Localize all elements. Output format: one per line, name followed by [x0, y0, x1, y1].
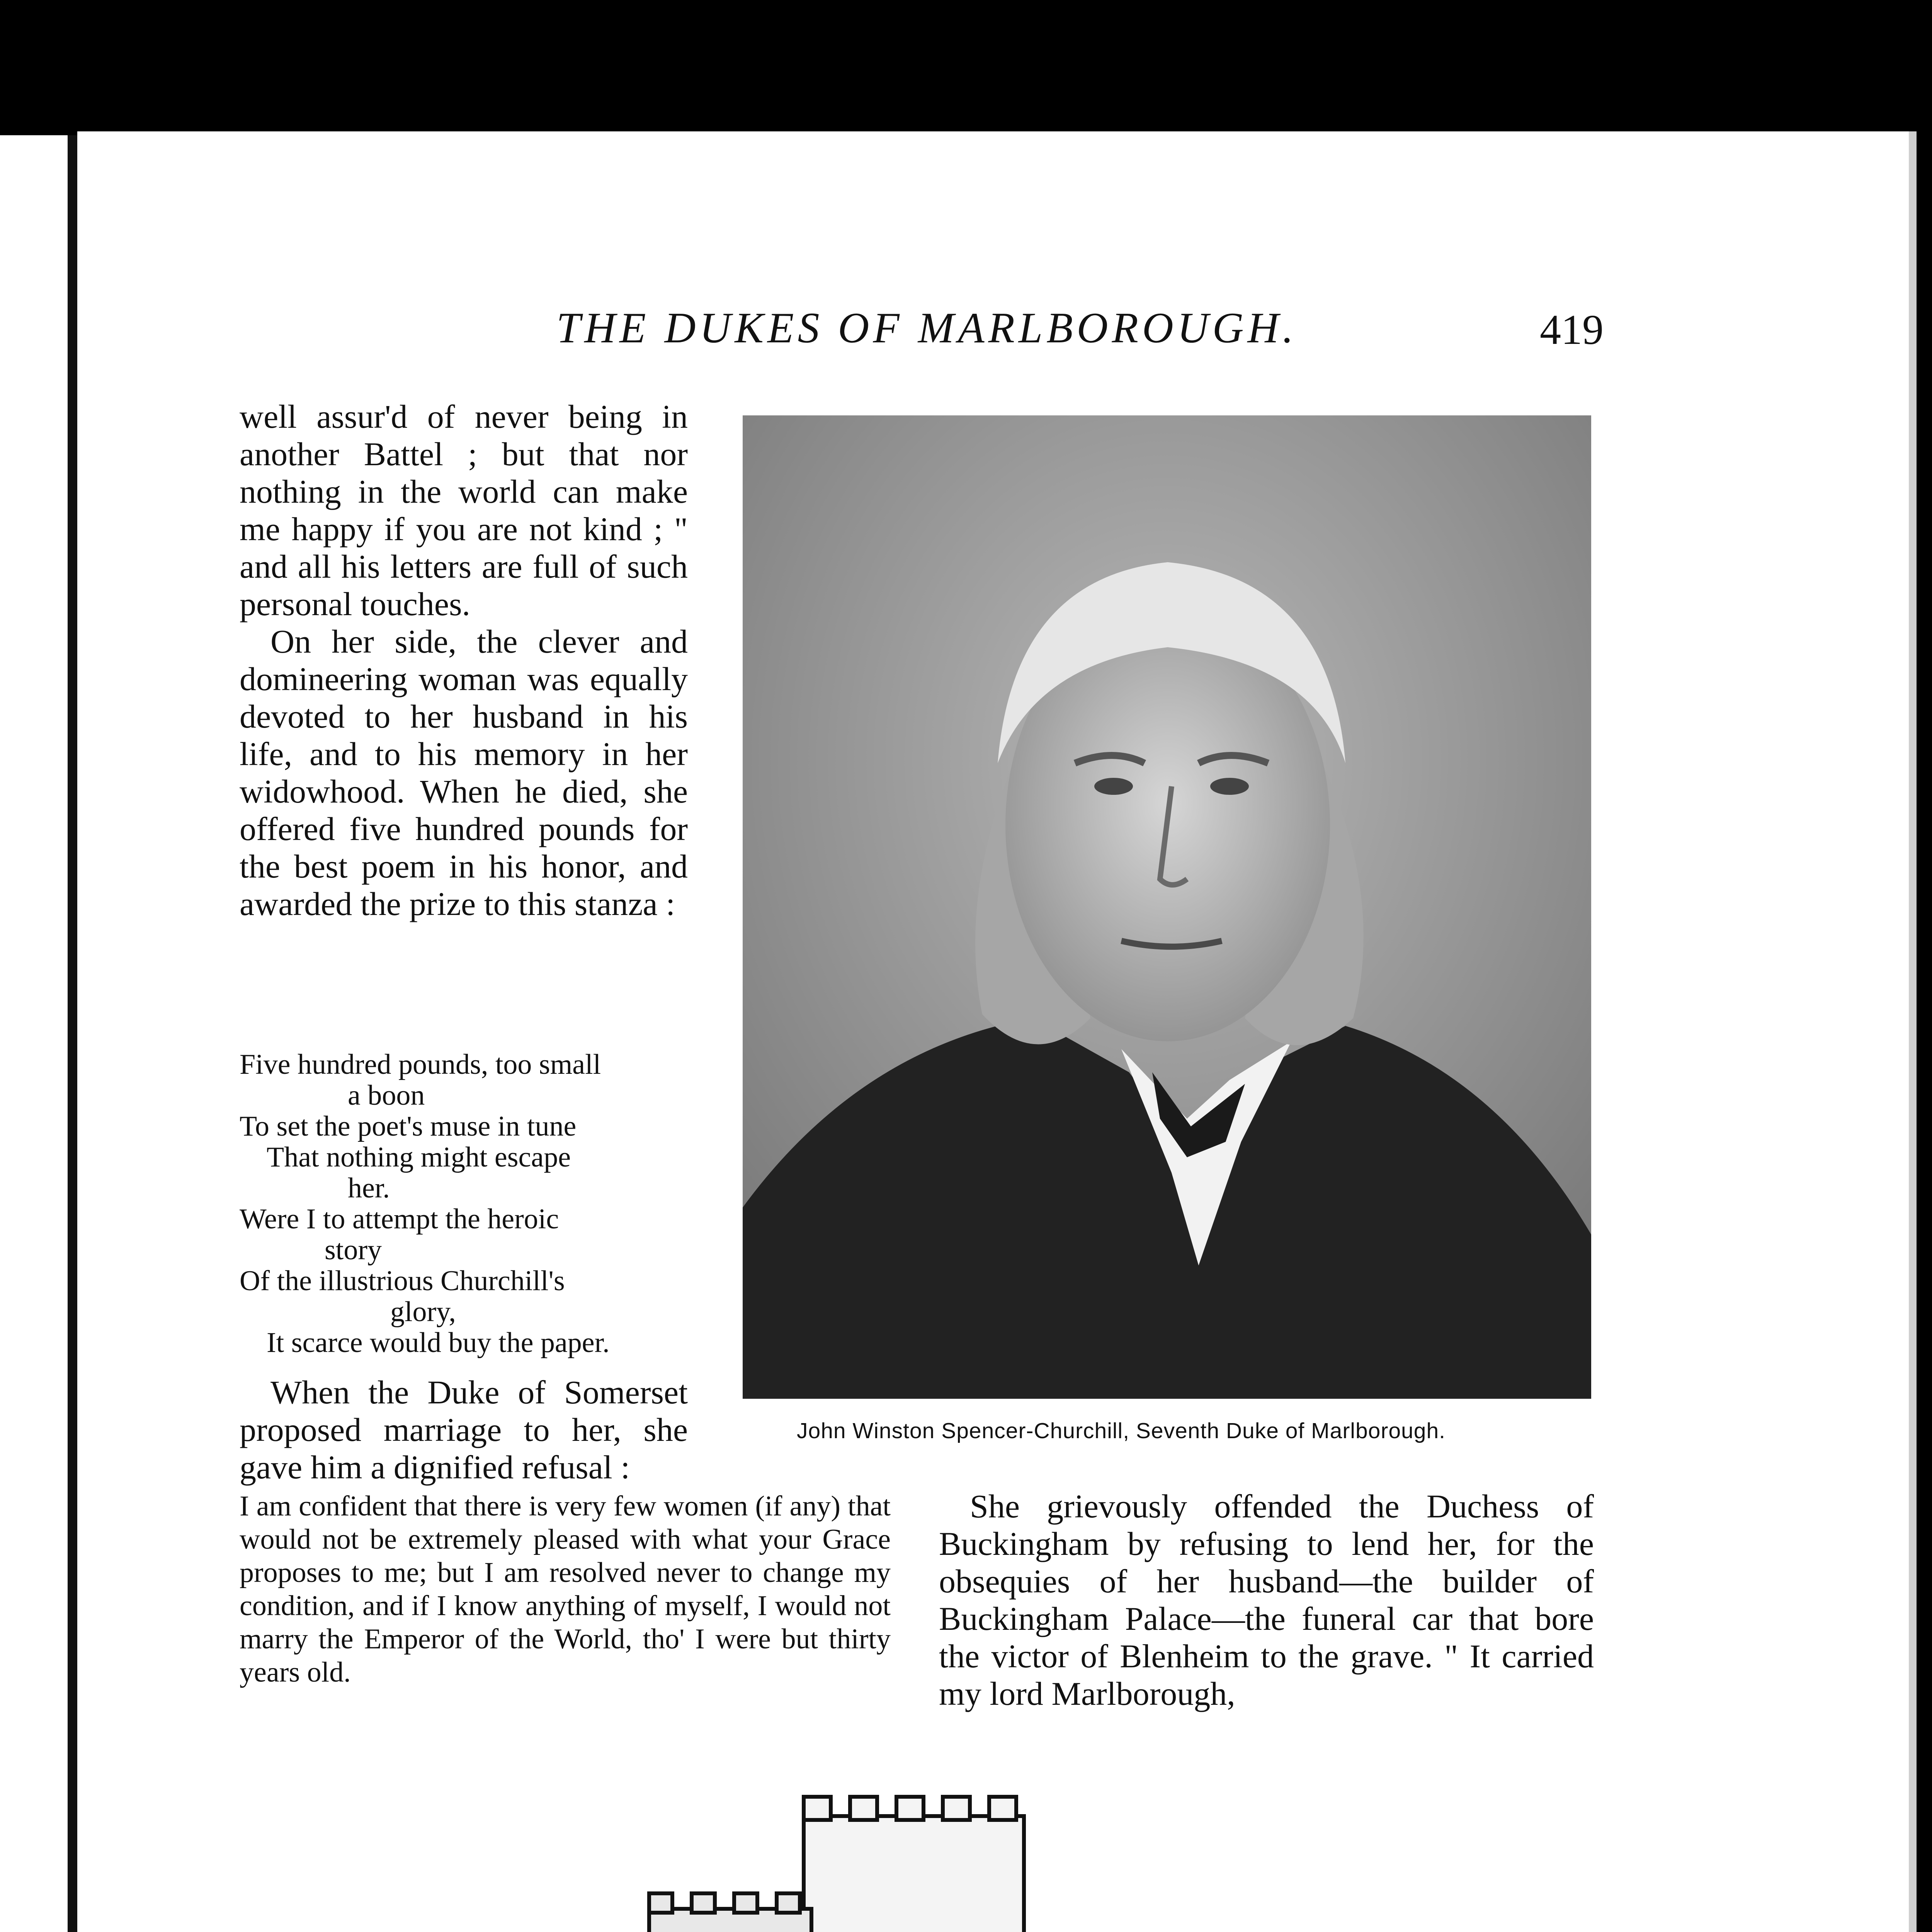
- poem-line: Five hundred pounds, too small: [240, 1049, 601, 1080]
- portrait-caption: John Winston Spencer-Churchill, Seventh Duke of Marlborough.: [797, 1418, 1446, 1443]
- poem-line: Of the illustrious Churchill's: [240, 1265, 565, 1297]
- poem-stanza: [240, 1049, 688, 1358]
- poem-line: glory,: [390, 1296, 456, 1328]
- letter-quote: I am confident that there is very few women (if any) that would not be extremely pleased with what your Grace proposes to me; but I am resolved never to change my condition, and if I know anything of myself, I would not marry the Emperor of the World, tho' I were but thirty years old.: [240, 1490, 891, 1688]
- portrait-illustration: [743, 415, 1591, 1399]
- poem-line: To set the poet's muse in tune: [240, 1111, 577, 1142]
- poem-line: It scarce would buy the paper.: [267, 1327, 610, 1359]
- portrait-photograph: [743, 415, 1591, 1399]
- page-number: 419: [1540, 306, 1604, 353]
- high-lodge-engraving: [301, 1739, 1507, 1932]
- page-fore-edge: [1909, 131, 1917, 1932]
- book-gutter: [68, 135, 78, 1932]
- poem-line: Were I to attempt the heroic: [240, 1203, 559, 1235]
- running-head: THE DUKES OF MARLBOROUGH.: [556, 304, 1298, 352]
- somerset-paragraph: When the Duke of Somerset proposed marriage to her, she gave him a dignified refusal :: [240, 1374, 688, 1486]
- right-column-text: She grievously offended the Duchess of Buckingham by refusing to lend her, for the obsequies of her husband—the builder of Buckingham Palace—the funeral car that bore the victor of Blenheim to the grave. " It carried my lord Marlborough,: [939, 1488, 1594, 1712]
- paragraph: On her side, the clever and domineering woman was equally devoted to her husband in his life, and to his memory in her widowhood. When he died, she offered five hundred pounds for the best poem in his honor, and awarded the prize to this stanza :: [240, 623, 688, 922]
- previous-page-edge: [0, 135, 77, 1932]
- poem-line: story: [325, 1234, 382, 1266]
- poem-line: a boon: [348, 1080, 425, 1111]
- paragraph: well assur'd of never being in another Battel ; but that nor nothing in the world can make me happy if you are not kind ; " and all his letters are full of such personal touches.: [240, 398, 688, 622]
- poem-line: That nothing might escape: [267, 1141, 571, 1173]
- castle-drawing: [301, 1739, 1507, 1932]
- poem-line: her.: [348, 1172, 390, 1204]
- left-column-text: [240, 398, 688, 923]
